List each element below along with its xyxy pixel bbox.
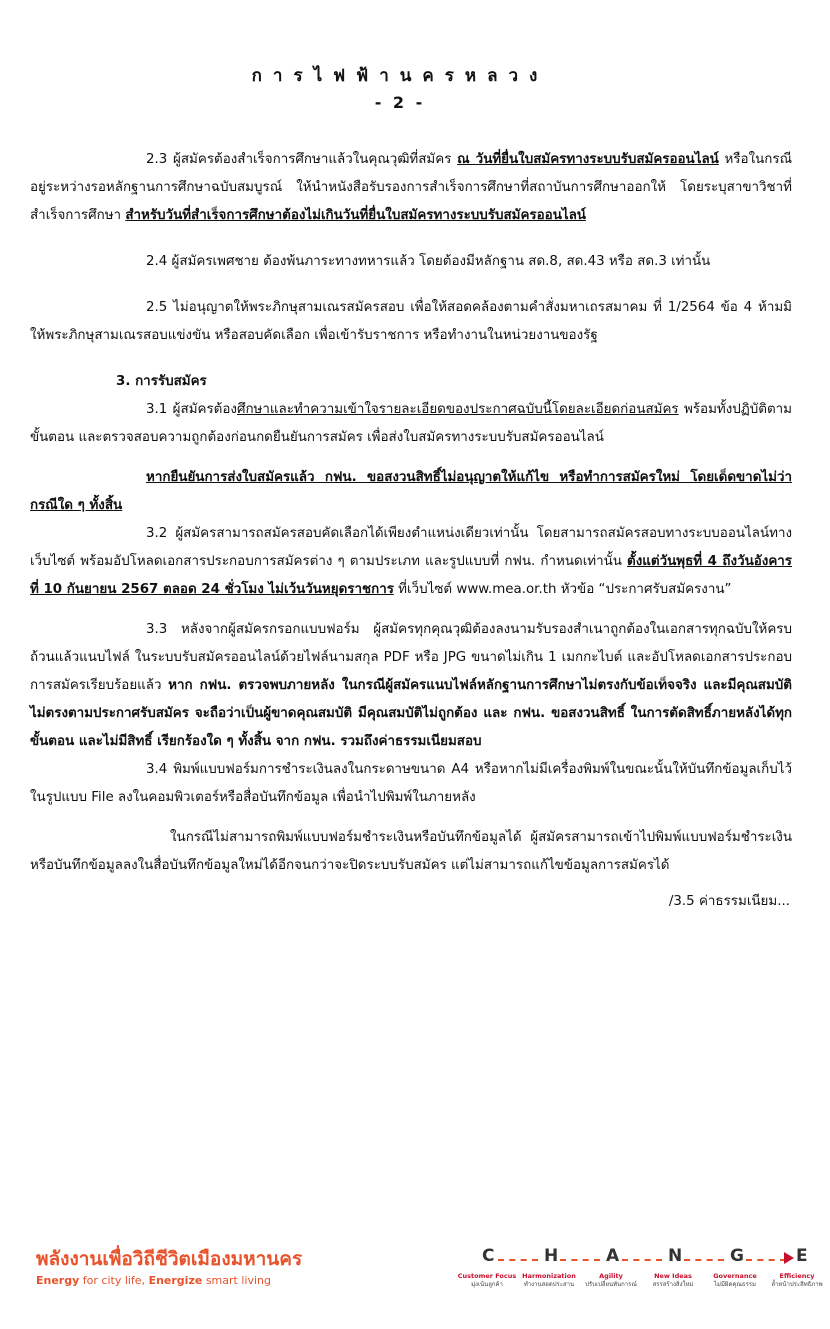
change-dash-connector xyxy=(622,1259,662,1261)
paragraph-3-1-note xyxy=(30,464,792,520)
p3-1-underlined: ศึกษาและทำความเข้าใจรายละเอียดของประกาศฉบับนี้โดยละเอียดก่อนสมัคร xyxy=(236,402,679,417)
section-3-heading: 3. การรับสมัคร xyxy=(116,374,207,389)
brand-en-text-2: smart living xyxy=(202,1274,271,1287)
change-value-th: สรรสร้างสิ่งใหม่ xyxy=(652,1281,694,1288)
change-letter: E xyxy=(796,1246,808,1266)
continued-marker: /3.5 ค่าธรรมเนียม... xyxy=(668,894,790,909)
p3-2-text-c: ที่เว็บไซต์ www.mea.or.th หัวข้อ “ประกาศรับสมัครงาน” xyxy=(393,582,732,597)
change-value-th: ทำงานสอดประสาน xyxy=(523,1281,575,1288)
change-value-th: ไม่มีผิดคุณธรรม xyxy=(714,1281,756,1288)
p3-3-bold-warning: หาก กฟน. ตรวจพบภายหลัง ในกรณีผู้สมัครแนบไฟล์หลักฐานการศึกษาไม่ตรงกับข้อเท็จจริง และมีคุณสมบัติไม่ตรงตามประกาศรับสมัคร จะถือว่าเป็นผู้ขาดคุณสมบัติ มีคุณสมบัติไม่ถูกต้อง และ กฟน. ขอสงวนสิทธิ์ ในการตัดสิทธิ์ภายหลังได้ทุกขั้นตอน และไม่มีสิทธิ์ เรียกร้องใด ๆ ทั้งสิ้น จาก กฟน. รวมถึงค่าธรรมเนียมสอบ xyxy=(30,678,792,749)
change-value-en: Agility xyxy=(599,1272,623,1280)
change-value-item xyxy=(454,1272,520,1289)
p2-3-underlined-condition: สำหรับวันที่สำเร็จการศึกษาต้องไม่เกินวันที่ยื่นใบสมัครทางระบบรับสมัครออนไลน์ xyxy=(125,208,586,223)
p3-1-text-a: 3.1 ผู้สมัครต้อง xyxy=(146,402,237,417)
change-value-th: มุ่งเน้นลูกค้า xyxy=(471,1281,503,1288)
change-dash-connector xyxy=(746,1259,786,1261)
p2-3-underlined-deadline: ณ วันที่ยื่นใบสมัครทางระบบรับสมัครออนไลน์ xyxy=(457,152,719,167)
p3-2-text-a: 3.2 ผู้สมัครสามารถสมัครสอบคัดเลือกได้เพียงตำแหน่งเดียวเท่านั้น โดยสามารถสมัครสอบทางระบบออนไลน์ทางเว็บไซต์ พร้อมอัปโหลดเอกสารประกอบการสมัครต่าง ๆ ตามประเภท และรูปแบบที่ กฟน. กำหนดเท่านั้น xyxy=(30,526,792,569)
change-values-list xyxy=(452,1272,823,1312)
change-letter: N xyxy=(668,1246,683,1266)
change-value-item xyxy=(764,1272,830,1289)
footer-brand xyxy=(36,1247,302,1288)
paragraph-2-5: 2.5 ไม่อนุญาตให้พระภิกษุสามเณรสมัครสอบ เพื่อให้สอดคล้องตามคำสั่งมหาเถรสมาคม ที่ 1/2564 ข้อ 4 ห้ามมิให้พระภิกษุสามเณรสอบแข่งขัน หรือสอบคัดเลือก เพื่อเข้ารับราชการ หรือทำงานในหน่วยงานของรัฐ xyxy=(30,300,792,343)
brand-en-energy: Energy xyxy=(36,1274,80,1287)
change-letter: A xyxy=(606,1246,620,1266)
p2-3-text-c: หรือในกรณีอยู่ระหว่างรอหลักฐานการศึกษาฉบับสมบูรณ์ ให้นำหนังสือรับรองการสำเร็จการศึกษาที่สถาบันการศึกษาออกให้ โดยระบุสาขาวิชาที่สำเร็จการศึกษา xyxy=(30,152,793,223)
change-value-item xyxy=(516,1272,582,1289)
p3-1-text-c: พร้อมทั้งปฏิบัติตามขั้นตอน และตรวจสอบความถูกต้องก่อนกดยืนยันการสมัคร เพื่อส่งใบสมัครทางระบบรับสมัครออนไลน์ xyxy=(30,402,792,445)
change-value-en: Governance xyxy=(713,1272,757,1280)
change-letter: G xyxy=(730,1246,744,1266)
change-value-en: Customer Focus xyxy=(457,1272,517,1280)
paragraph-2-4: 2.4 ผู้สมัครเพศชาย ต้องพ้นภาระทางทหารแล้ว โดยต้องมีหลักฐาน สด.8, สด.43 หรือ สด.3 เท่านั้น xyxy=(146,254,711,269)
change-dash-connector xyxy=(498,1259,538,1261)
change-dash-connector xyxy=(560,1259,600,1261)
change-value-en: Efficiency xyxy=(779,1272,815,1280)
change-value-th: ปรับเปลี่ยนทันการณ์ xyxy=(585,1281,637,1288)
page-number: - 2 - xyxy=(374,93,426,112)
p2-3-text-a: 2.3 ผู้สมัครต้องสำเร็จการศึกษาแล้วในคุณวุฒิที่สมัคร xyxy=(146,152,458,167)
paragraph-3-1 xyxy=(30,396,792,452)
change-value-th: ล้ำหน้าประสิทธิภาพ xyxy=(771,1281,823,1288)
document-body xyxy=(30,146,792,916)
change-value-item xyxy=(640,1272,706,1289)
change-value-en: Harmonization xyxy=(522,1272,576,1280)
paragraph-3-3 xyxy=(30,616,792,756)
change-dash-connector xyxy=(684,1259,724,1261)
brand-slogan-th: พลังงานเพื่อวิถีชีวิตเมืองมหานคร xyxy=(36,1248,303,1270)
paragraph-2-3 xyxy=(30,146,792,230)
organization-title: การไฟฟ้านครหลวง xyxy=(251,66,549,86)
change-value-item xyxy=(702,1272,768,1289)
brand-slogan-en xyxy=(36,1273,302,1288)
paragraph-3-4: 3.4 พิมพ์แบบฟอร์มการชำระเงินลงในกระดาษขนาด A4 หรือหากไม่มีเครื่องพิมพ์ในขณะนั้นให้บันทึกข้อมูลเก็บไว้ในรูปแบบ File ลงในคอมพิวเตอร์หรือสื่อบันทึกข้อมูล เพื่อนำไปพิมพ์ในภายหลัง xyxy=(30,762,792,805)
brand-en-energize: Energize xyxy=(148,1274,203,1287)
change-value-item xyxy=(578,1272,644,1289)
p3-3-text-a: 3.3 หลังจากผู้สมัครกรอกแบบฟอร์ม ผู้สมัครทุกคุณวุฒิต้องลงนามรับรองสำเนาถูกต้องในเอกสารทุกฉบับให้ครบถ้วนแล้วแนบไฟล์ ในระบบรับสมัครออนไลน์ด้วยไฟล์นามสกุล PDF หรือ JPG ขนาดไม่เกิน 1 เมกกะไบต์ และอัปโหลดเอกสารประกอบการสมัครเรียบร้อยแล้ว xyxy=(30,622,792,693)
change-letter: C xyxy=(482,1246,495,1266)
p3-2-underlined-period: ตั้งแต่วันพุธที่ 4 ถึงวันอังคารที่ 10 กันยายน 2567 ตลอด 24 ชั่วโมง ไม่เว้นวันหยุดราชการ xyxy=(30,554,792,597)
brand-en-text: for city life, xyxy=(79,1274,149,1287)
paragraph-3-4b: ในกรณีไม่สามารถพิมพ์แบบฟอร์มชำระเงินหรือบันทึกข้อมูลได้ ผู้สมัครสามารถเข้าไปพิมพ์แบบฟอร์มชำระเงิน หรือบันทึกข้อมูลลงในสื่อบันทึกข้อมูลใหม่ได้อีกจนกว่าจะปิดระบบรับสมัคร แต่ไม่สามารถแก้ไขข้อมูลการสมัครได้ xyxy=(30,830,792,873)
change-letter: H xyxy=(544,1246,559,1266)
change-values-logo xyxy=(452,1246,823,1288)
change-letters-row xyxy=(452,1246,808,1272)
arrow-right-icon xyxy=(784,1252,794,1264)
paragraph-3-2 xyxy=(30,520,792,604)
change-value-en: New Ideas xyxy=(654,1272,692,1280)
p3-1-note-underlined: หากยืนยันการส่งใบสมัครแล้ว กฟน. ขอสงวนสิทธิ์ไม่อนุญาตให้แก้ไข หรือทำการสมัครใหม่ โดยเด็ดขาดไม่ว่ากรณีใด ๆ ทั้งสิ้น xyxy=(30,470,792,513)
